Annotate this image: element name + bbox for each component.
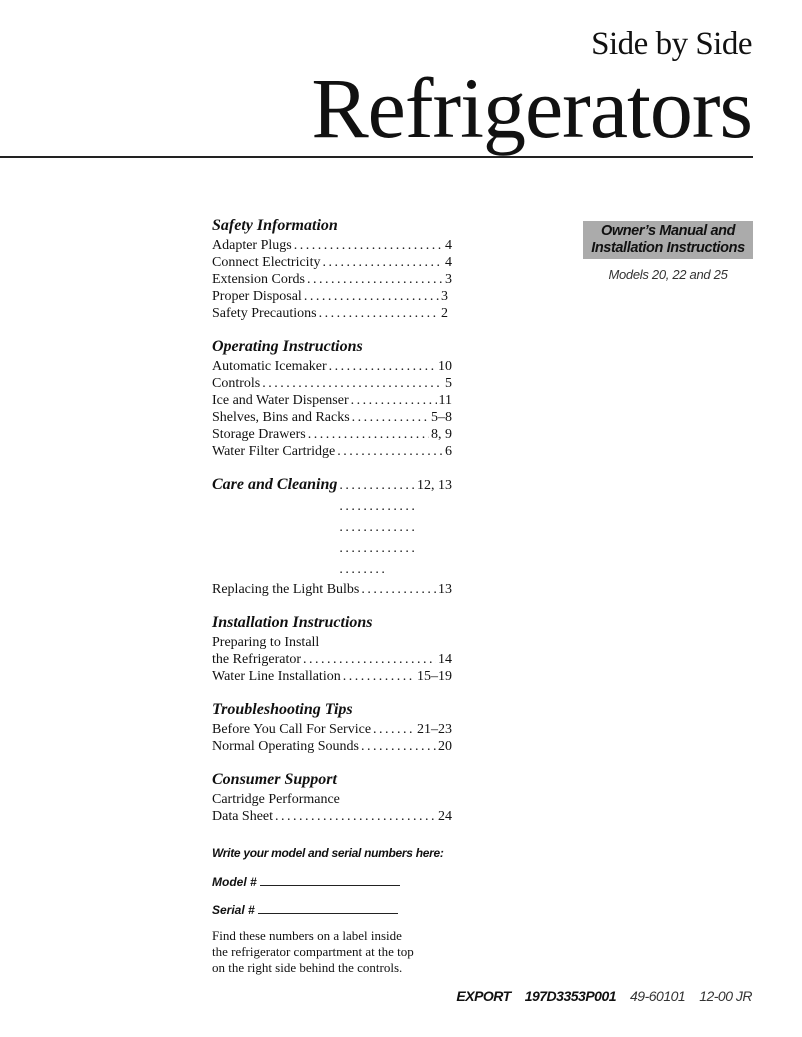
dot-leader bbox=[322, 254, 443, 271]
part-number: 197D3353P001 bbox=[524, 988, 617, 1004]
note-line: the refrigerator compartment at the top bbox=[212, 944, 414, 959]
toc-entry bbox=[212, 738, 452, 755]
entry-label: Automatic Icemaker bbox=[212, 359, 327, 374]
serial-number-field bbox=[212, 902, 398, 917]
dot-leader bbox=[308, 426, 429, 443]
dot-leader bbox=[262, 375, 443, 392]
toc-entry bbox=[212, 375, 452, 392]
toc-entry bbox=[212, 808, 452, 825]
toc-entry bbox=[212, 254, 452, 271]
toc-entry bbox=[212, 288, 448, 305]
entry-label: Adapter Plugs bbox=[212, 238, 292, 253]
section-heading bbox=[212, 475, 452, 580]
entry-page: 11 bbox=[438, 393, 452, 408]
entry-page: 15–19 bbox=[417, 669, 452, 684]
record-prompt: Write your model and serial numbers here: bbox=[212, 846, 444, 860]
entry-label: Ice and Water Dispenser bbox=[212, 393, 349, 408]
entry-page: 5–8 bbox=[431, 410, 452, 425]
models-text: Models 20, 22 and 25 bbox=[608, 267, 728, 282]
entry-line: Cartridge Performance bbox=[212, 792, 340, 807]
toc-section-care bbox=[212, 475, 452, 598]
entry-label: Replacing the Light Bulbs bbox=[212, 582, 360, 597]
dot-leader bbox=[343, 668, 415, 685]
entry-page: 24 bbox=[438, 809, 452, 824]
entry-page: 13 bbox=[438, 582, 452, 597]
dot-leader bbox=[373, 721, 415, 738]
entry-page: 6 bbox=[445, 444, 452, 459]
find-numbers-note bbox=[212, 928, 414, 976]
entry-page: 20 bbox=[438, 739, 452, 754]
entry-label: Connect Electricity bbox=[212, 255, 321, 270]
toc-section-troubleshooting bbox=[212, 700, 452, 755]
badge-line: Owner’s Manual and bbox=[600, 223, 736, 239]
heading-label: Care and Cleaning bbox=[212, 476, 338, 493]
toc-entry bbox=[212, 237, 452, 254]
entry-label: Proper Disposal bbox=[212, 289, 302, 304]
entry-page: 12, 13 bbox=[417, 478, 452, 493]
model-number-field bbox=[212, 874, 400, 889]
section-heading: Installation Instructions bbox=[212, 614, 373, 631]
toc-entry bbox=[212, 651, 452, 668]
entry-page: 3 bbox=[441, 289, 448, 304]
entry-page: 10 bbox=[438, 359, 452, 374]
subtitle: Side by Side bbox=[591, 26, 752, 62]
dot-leader bbox=[303, 651, 436, 668]
entry-page: 14 bbox=[438, 652, 452, 667]
dot-leader bbox=[319, 305, 439, 322]
entry-label: the Refrigerator bbox=[212, 652, 302, 667]
toc-entry bbox=[212, 581, 452, 598]
page-title: Refrigerators bbox=[311, 60, 752, 156]
entry-label: Data Sheet bbox=[212, 809, 274, 824]
entry-page: 5 bbox=[445, 376, 452, 391]
document-number: 49-60101 bbox=[630, 988, 686, 1004]
toc-entry bbox=[212, 358, 452, 375]
toc-entry bbox=[212, 392, 452, 409]
note-line: Find these numbers on a label inside bbox=[212, 928, 402, 943]
entry-page: 3 bbox=[445, 272, 452, 287]
toc-entry bbox=[212, 721, 452, 738]
toc-section-safety bbox=[212, 216, 452, 322]
owners-manual-badge bbox=[583, 221, 753, 259]
entry-page: 21–23 bbox=[417, 722, 452, 737]
section-heading: Operating Instructions bbox=[212, 338, 363, 355]
toc-entry bbox=[212, 409, 452, 426]
table-of-contents bbox=[212, 216, 452, 840]
footer bbox=[456, 988, 752, 1004]
entry-label: Before You Call For Service bbox=[212, 722, 372, 737]
dot-leader bbox=[339, 475, 415, 580]
field-label: Serial # bbox=[212, 903, 255, 917]
toc-entry bbox=[212, 668, 452, 685]
entry-label: Water Filter Cartridge bbox=[212, 444, 336, 459]
toc-entry bbox=[212, 271, 452, 288]
badge-line: Installation Instructions bbox=[591, 240, 745, 256]
entry-page: 4 bbox=[445, 255, 452, 270]
blank-line bbox=[258, 902, 398, 914]
entry-page: 4 bbox=[445, 238, 452, 253]
entry-page: 2 bbox=[441, 306, 448, 321]
toc-section-consumer bbox=[212, 770, 452, 825]
export-label: EXPORT bbox=[456, 988, 511, 1004]
revision-date: 12-00 JR bbox=[699, 988, 752, 1004]
entry-label: Safety Precautions bbox=[212, 306, 317, 321]
dot-leader bbox=[329, 358, 436, 375]
toc-section-operating bbox=[212, 337, 452, 460]
dot-leader bbox=[275, 808, 436, 825]
entry-label: Controls bbox=[212, 376, 261, 391]
entry-label: Extension Cords bbox=[212, 272, 305, 287]
dot-leader bbox=[352, 409, 429, 426]
dot-leader bbox=[361, 581, 436, 598]
entry-line: Preparing to Install bbox=[212, 635, 320, 650]
toc-entry bbox=[212, 443, 452, 460]
toc-entry bbox=[212, 305, 448, 322]
entry-label: Storage Drawers bbox=[212, 427, 306, 442]
dot-leader bbox=[361, 738, 436, 755]
section-heading: Safety Information bbox=[212, 217, 338, 234]
entry-label: Shelves, Bins and Racks bbox=[212, 410, 350, 425]
toc-section-installation bbox=[212, 613, 452, 685]
section-heading: Troubleshooting Tips bbox=[212, 701, 353, 718]
entry-label: Normal Operating Sounds bbox=[212, 739, 359, 754]
blank-line bbox=[260, 874, 400, 886]
note-line: on the right side behind the controls. bbox=[212, 960, 403, 975]
dot-leader bbox=[351, 392, 437, 409]
section-heading: Consumer Support bbox=[212, 771, 337, 788]
dot-leader bbox=[294, 237, 443, 254]
entry-page: 8, 9 bbox=[431, 427, 452, 442]
dot-leader bbox=[307, 271, 443, 288]
dot-leader bbox=[337, 443, 443, 460]
toc-entry bbox=[212, 426, 452, 443]
header-rule bbox=[0, 156, 753, 158]
entry-label: Water Line Installation bbox=[212, 669, 341, 684]
field-label: Model # bbox=[212, 875, 257, 889]
dot-leader bbox=[304, 288, 439, 305]
